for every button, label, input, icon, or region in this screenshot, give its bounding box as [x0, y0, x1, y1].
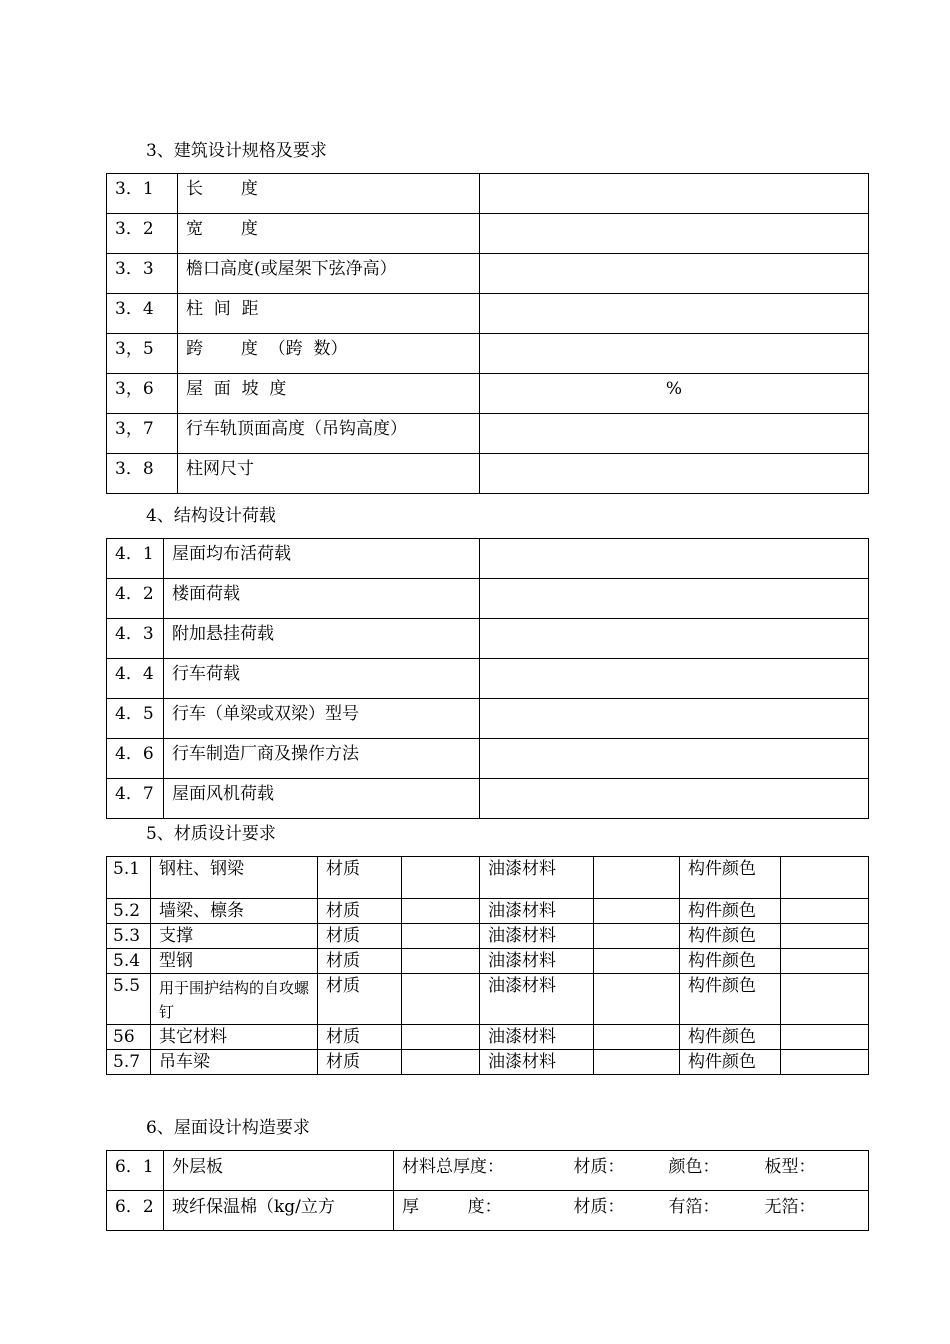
material-label: 材质: [318, 974, 402, 1025]
section-5-title: 5、材质设计要求: [146, 824, 276, 844]
row-item: 外层板: [164, 1151, 394, 1191]
material-label: 材质: [318, 1025, 402, 1050]
color-value[interactable]: [781, 1050, 869, 1075]
paint-value[interactable]: [594, 857, 680, 899]
table-row: [107, 374, 869, 414]
material-label: 材质: [318, 949, 402, 974]
table-row: [107, 1151, 869, 1191]
row-value[interactable]: [480, 699, 869, 739]
row-item: [151, 974, 318, 1025]
row-value[interactable]: [480, 254, 869, 294]
row-item: 屋面风机荷载: [164, 779, 480, 819]
color-value[interactable]: [781, 1025, 869, 1050]
row-number: 6．2: [107, 1191, 164, 1231]
material-value[interactable]: [402, 1025, 480, 1050]
paint-value[interactable]: [594, 974, 680, 1025]
color-field[interactable]: 颜色：: [661, 1151, 757, 1191]
row-number: 5.7: [107, 1050, 151, 1075]
table-row: [107, 1025, 869, 1050]
paint-label: 油漆材料: [480, 949, 594, 974]
row-value[interactable]: [480, 294, 869, 334]
row-number: 4．5: [107, 699, 164, 739]
row-number: 5.3: [107, 924, 151, 949]
row-number: 5.4: [107, 949, 151, 974]
panel-type-field[interactable]: 板型：: [757, 1151, 869, 1191]
roof-construction-table: [106, 1150, 869, 1231]
material-label: 材质: [318, 857, 402, 899]
paint-value[interactable]: [594, 899, 680, 924]
row-number: 4．7: [107, 779, 164, 819]
row-item: 行车轨顶面高度（吊钩高度）: [178, 414, 480, 454]
row-number: 3，5: [107, 334, 178, 374]
row-item-text: 用于围护结构的自攻螺钉: [159, 979, 310, 1021]
row-item: 跨 度 （跨 数）: [178, 334, 480, 374]
row-number: 5.1: [107, 857, 151, 899]
color-label: 构件颜色: [680, 1025, 781, 1050]
color-label: 构件颜色: [680, 949, 781, 974]
row-item: 墙梁、檩条: [151, 899, 318, 924]
row-item: 行车制造厂商及操作方法: [164, 739, 480, 779]
table-row: [107, 659, 869, 699]
row-value[interactable]: [480, 779, 869, 819]
row-value[interactable]: [480, 619, 869, 659]
material-value[interactable]: [402, 974, 480, 1025]
table-row: [107, 739, 869, 779]
row-item: 宽 度: [178, 214, 480, 254]
row-item: 钢柱、钢梁: [151, 857, 318, 899]
row-item: 柱网尺寸: [178, 454, 480, 494]
row-number: 4．3: [107, 619, 164, 659]
color-label: 构件颜色: [680, 924, 781, 949]
material-value[interactable]: [402, 949, 480, 974]
row-value[interactable]: [480, 214, 869, 254]
color-label: 构件颜色: [680, 974, 781, 1025]
row-number: 5.5: [107, 974, 151, 1025]
thickness-field[interactable]: 厚 度：: [394, 1191, 566, 1231]
row-item: 玻纤保温棉（kg/立方: [164, 1191, 394, 1231]
paint-label: 油漆材料: [480, 1025, 594, 1050]
row-number: 5.2: [107, 899, 151, 924]
paint-value[interactable]: [594, 1050, 680, 1075]
row-number: 3．2: [107, 214, 178, 254]
paint-value[interactable]: [594, 1025, 680, 1050]
color-value[interactable]: [781, 949, 869, 974]
table-row: [107, 619, 869, 659]
row-number: 3，7: [107, 414, 178, 454]
paint-value[interactable]: [594, 924, 680, 949]
row-value[interactable]: [480, 739, 869, 779]
row-number: 3，6: [107, 374, 178, 414]
section-3-title: 3、建筑设计规格及要求: [146, 141, 327, 161]
section-6-title: 6、屋面设计构造要求: [146, 1118, 310, 1138]
row-item: 楼面荷载: [164, 579, 480, 619]
table-row: [107, 214, 869, 254]
row-item: 长 度: [178, 174, 480, 214]
no-foil-field[interactable]: 无箔：: [757, 1191, 869, 1231]
row-item: 屋 面 坡 度: [178, 374, 480, 414]
row-item: 吊车梁: [151, 1050, 318, 1075]
table-row: [107, 254, 869, 294]
paint-label: 油漆材料: [480, 974, 594, 1025]
row-item: 行车荷载: [164, 659, 480, 699]
material-table: [106, 856, 869, 1075]
color-value[interactable]: [781, 857, 869, 899]
row-number: 4．1: [107, 539, 164, 579]
color-value[interactable]: [781, 924, 869, 949]
material-value[interactable]: [402, 924, 480, 949]
material-value[interactable]: [402, 899, 480, 924]
row-value[interactable]: [480, 539, 869, 579]
table-row: [107, 899, 869, 924]
row-item: 檐口高度(或屋架下弦净高）: [178, 254, 480, 294]
row-value[interactable]: [480, 659, 869, 699]
color-value[interactable]: [781, 974, 869, 1025]
thickness-field[interactable]: 材料总厚度：: [394, 1151, 566, 1191]
paint-label: 油漆材料: [480, 899, 594, 924]
table-row: [107, 1191, 869, 1231]
paint-label: 油漆材料: [480, 924, 594, 949]
table-row: [107, 699, 869, 739]
paint-value[interactable]: [594, 949, 680, 974]
table-row: [107, 174, 869, 214]
color-label: 构件颜色: [680, 899, 781, 924]
table-row: [107, 294, 869, 334]
row-number: 4．6: [107, 739, 164, 779]
row-value[interactable]: [480, 174, 869, 214]
table-row: [107, 924, 869, 949]
material-value[interactable]: [402, 857, 480, 899]
structural-load-table: [106, 538, 869, 819]
row-item: 附加悬挂荷载: [164, 619, 480, 659]
row-number: 3．3: [107, 254, 178, 294]
row-item: 柱 间 距: [178, 294, 480, 334]
color-label: 构件颜色: [680, 857, 781, 899]
row-item: 其它材料: [151, 1025, 318, 1050]
paint-label: 油漆材料: [480, 1050, 594, 1075]
table-row: [107, 334, 869, 374]
row-value[interactable]: [480, 414, 869, 454]
table-row: [107, 857, 869, 899]
row-number: 4．2: [107, 579, 164, 619]
table-row: [107, 454, 869, 494]
table-row: [107, 579, 869, 619]
table-row: [107, 779, 869, 819]
row-number: 3．1: [107, 174, 178, 214]
table-row: [107, 1050, 869, 1075]
paint-label: 油漆材料: [480, 857, 594, 899]
material-label: 材质: [318, 924, 402, 949]
material-field[interactable]: 材质：: [566, 1191, 661, 1231]
table-row: [107, 949, 869, 974]
material-label: 材质: [318, 899, 402, 924]
row-number: 3．4: [107, 294, 178, 334]
color-label: 构件颜色: [680, 1050, 781, 1075]
row-value[interactable]: %: [480, 374, 869, 414]
row-value[interactable]: [480, 334, 869, 374]
color-value[interactable]: [781, 899, 869, 924]
building-spec-table: [106, 173, 869, 494]
row-item: 行车（单梁或双梁）型号: [164, 699, 480, 739]
row-number: 3．8: [107, 454, 178, 494]
row-number: 6．1: [107, 1151, 164, 1191]
table-row: [107, 414, 869, 454]
row-number: 4．4: [107, 659, 164, 699]
row-item: 型钢: [151, 949, 318, 974]
row-item: 支撑: [151, 924, 318, 949]
table-row: [107, 539, 869, 579]
table-row: [107, 974, 869, 1025]
material-field[interactable]: 材质：: [566, 1151, 661, 1191]
row-value[interactable]: [480, 579, 869, 619]
foil-field[interactable]: 有箔：: [661, 1191, 757, 1231]
material-value[interactable]: [402, 1050, 480, 1075]
row-item: 屋面均布活荷载: [164, 539, 480, 579]
material-label: 材质: [318, 1050, 402, 1075]
row-value[interactable]: [480, 454, 869, 494]
section-4-title: 4、结构设计荷载: [146, 506, 276, 526]
row-number: 56: [107, 1025, 151, 1050]
